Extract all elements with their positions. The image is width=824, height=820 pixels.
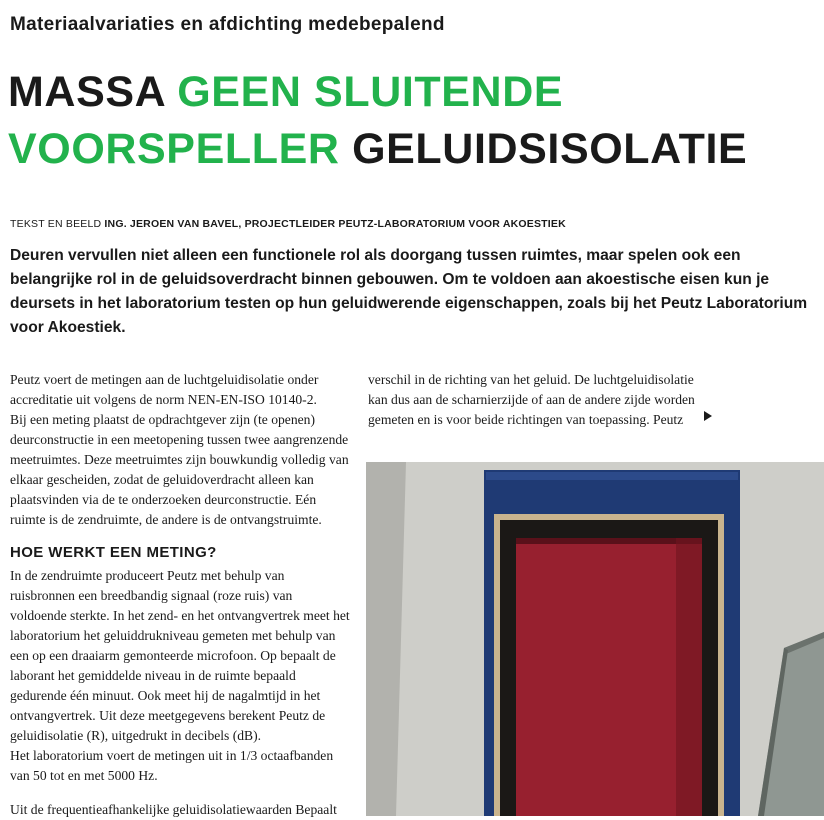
- headline-line2-plain: GELUIDSISOLATIE: [339, 125, 748, 173]
- section-heading: HOE WERKT EEN METING?: [10, 544, 217, 561]
- headline: [8, 64, 747, 178]
- door-test-photo: [366, 462, 824, 816]
- body-paragraph: Peutz voert de metingen aan de luchtgeluidisolatie onder accreditatie uit volgens de norm NEN-EN-ISO 10140-2.: [10, 372, 319, 407]
- body-column-1: [10, 370, 350, 530]
- body-paragraph: verschil in de richting van het geluid. De luchtgeluidisolatie kan dus aan de scharnierzijde of aan de andere zijde worden gemeten en is voor beide richtingen van toepassing. Peutz: [368, 372, 695, 427]
- body-column-3: [10, 566, 350, 786]
- body-column-2: [368, 370, 708, 430]
- triangle-right-icon: [704, 411, 712, 421]
- byline-author: ING. JEROEN VAN BAVEL, PROJECTLEIDER PEUTZ-LABORATORIUM VOOR AKOESTIEK: [104, 218, 566, 230]
- body-paragraph: In de zendruimte produceert Peutz met behulp van ruisbronnen een breedbandig signaal (roze ruis) van voldoende sterkte. In het zend- en het ontvangvertrek meet het laboratorium het geluiddrukniveau gemeten met behulp van een op een draaiarm gemonteerde microfoon. Op bepaalt de laborant het gemiddelde niveau in de ruimte bepaald gedurende één minuut. Ook meet hij de nagalmtijd in het ontvangvertrek. Uit deze meetgegevens berekent Peutz de geluidisolatie (R), uitgedrukt in decibels (dB).: [10, 568, 350, 743]
- headline-line1-plain: MASSA: [8, 68, 178, 116]
- byline: [10, 218, 566, 230]
- kicker: Materiaalvariaties en afdichting medebepalend: [10, 14, 445, 35]
- intro-paragraph: Deuren vervullen niet alleen een functionele rol als doorgang tussen ruimtes, maar spelen ook een belangrijke rol in de geluidsoverdracht binnen gebouwen. Om te voldoen aan akoestische eisen kun je deursets in het laboratorium testen op hun geluidwerende eigenschappen, zoals bij het Peutz Laboratorium voor Akoestiek.: [10, 247, 808, 336]
- headline-line1-green: GEEN SLUITENDE: [177, 68, 564, 116]
- body-paragraph: Het laboratorium voert de metingen uit in 1/3 octaafbanden van 50 tot en met 5000 Hz.: [10, 748, 334, 783]
- body-column-4: [10, 800, 350, 820]
- headline-line2-green: VOORSPELLER: [8, 125, 340, 173]
- byline-prefix: TEKST EN BEELD: [10, 218, 105, 230]
- body-paragraph: Uit de frequentieafhankelijke geluidisolatiewaarden Bepaalt: [10, 802, 337, 817]
- body-paragraph: Bij een meting plaatst de opdrachtgever zijn (te openen) deurconstructie in een meetopening tussen twee aangrenzende meetruimtes. Deze meetruimtes zijn bouwkundig volledig van elkaar gescheiden, zodat de geluidoverdracht alleen kan plaatsvinden via de te onderzoeken deurconstructie. Eén ruimte is de zendruimte, de andere is de ontvangstruimte.: [10, 412, 349, 527]
- door-illustration: [366, 462, 824, 816]
